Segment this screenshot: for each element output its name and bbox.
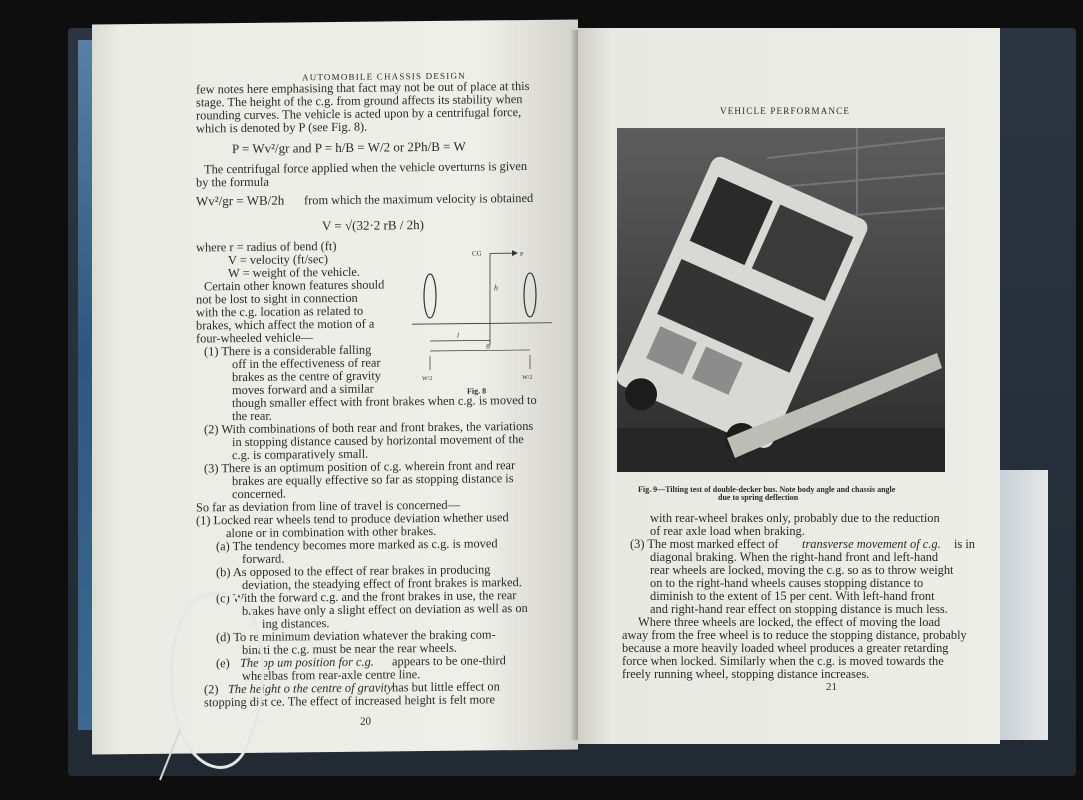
text-line: not be lost to sight in connection xyxy=(196,290,358,307)
text-line: away from the free wheel is to reduce the stopping distance, probably xyxy=(622,628,967,642)
text-line: which is denoted by P (see Fig. 8). xyxy=(196,119,368,136)
text-line: because a more heavily loaded wheel produces a greater retarding xyxy=(622,641,949,655)
text-line: brakes as the centre of gravity xyxy=(232,368,381,385)
formula-force-balance: Wv²/gr = WB/2h xyxy=(196,192,285,209)
fig8-p-label: P xyxy=(520,252,524,259)
text-line: where r = radius of bend (ft) xyxy=(196,238,337,255)
fig8-cg-label: CG xyxy=(472,249,482,258)
text-line: (3) There is an optimum position of c.g. wherein front and rear xyxy=(204,458,516,476)
fig8-caption: Fig. 8 xyxy=(467,386,487,396)
text-line: off in the effectiveness of rear xyxy=(232,355,381,372)
text-line: with the c.g. location as related to xyxy=(196,303,364,320)
fig8-h-label: h xyxy=(494,283,498,293)
formula-max-velocity: V = √(32·2 rB / 2h) xyxy=(322,217,424,234)
text-line: on to the right-hand wheels causes stopping distance to xyxy=(650,576,924,590)
text-line: diminish to the extent of 15 per cent. With left-hand front xyxy=(650,589,935,603)
fig8-w2-right-label: W/2 xyxy=(522,374,533,382)
text-line: brakes, which affect the motion of a xyxy=(196,316,375,333)
text-line: forward. xyxy=(242,551,285,566)
formula-overturn: P = Wv²/gr and P = h/B = W/2 or 2Ph/B = W xyxy=(232,138,466,157)
text-line: in stopping distance caused by horizontal movement of the xyxy=(232,432,524,450)
text-line: is in xyxy=(954,537,975,551)
left-page-number: 20 xyxy=(360,715,371,728)
text-line: (3) The most marked effect of xyxy=(630,537,779,551)
text-line: (e) xyxy=(216,656,230,671)
text-line: stage. The height of the c.g. from ground affects its stability when xyxy=(196,92,523,110)
text-line: concerned. xyxy=(232,486,287,502)
right-page-number: 21 xyxy=(826,681,837,693)
fig8-l-label: l xyxy=(457,331,459,340)
wire-bookmark xyxy=(150,580,310,790)
text-line: has but little effect on xyxy=(392,679,500,695)
left-running-head: AUTOMOBILE CHASSIS DESIGN xyxy=(302,70,466,83)
text-line: diagonal braking. When the right-hand front and left-hand xyxy=(650,550,939,564)
text-line: The centrifugal force applied when the vehicle overturns is given xyxy=(204,158,528,177)
text-line: W = weight of the vehicle. xyxy=(228,264,361,281)
fig8-b-label: B xyxy=(486,344,491,351)
text-line: V = velocity (ft/sec) xyxy=(228,252,329,268)
text-line: (d) To re minimum deviation whatever the braking com- xyxy=(216,627,496,645)
fig9-bus-photo xyxy=(617,128,945,472)
text-line: (1) Locked rear wheels tend to produce deviation whether used xyxy=(196,510,509,528)
text-line: by the formula xyxy=(196,174,269,190)
text-line: force when locked. Similarly when the c.g. is moved towards the xyxy=(622,654,944,668)
text-line: binati the c.g. must be near the rear wheels. xyxy=(242,640,458,657)
text-line: with rear-wheel brakes only, probably due to the reduction xyxy=(650,511,940,525)
text-line-italic: transverse movement of c.g. xyxy=(802,537,941,551)
jacket-flap xyxy=(1000,470,1048,740)
text-line: deviation, the steadying effect of front brakes is marked. xyxy=(242,575,522,592)
text-line: So far as deviation from line of travel is concerned— xyxy=(196,497,460,515)
text-line: (b) As opposed to the effect of rear brakes in producing xyxy=(216,562,491,580)
fig8-diagram xyxy=(402,245,562,387)
text-line: c.g. is comparatively small. xyxy=(232,446,369,463)
text-line: the rear. xyxy=(232,408,272,424)
fig9-caption-line1: Fig. 9—Tilting test of double-decker bus. Note body angle and chassis angle xyxy=(638,485,896,494)
text-line: though smaller effect with front brakes when c.g. is moved to xyxy=(232,392,537,411)
right-running-head: VEHICLE PERFORMANCE xyxy=(720,106,851,116)
text-line: Certain other known features should xyxy=(204,277,385,294)
text-line: ing distances. xyxy=(262,616,330,631)
fig8-w2-left-label: W/2 xyxy=(422,375,433,383)
text-line: few notes here emphasising that fact may not be out of place at this xyxy=(196,78,530,97)
fig9-caption-line2: due to spring deflection xyxy=(718,493,799,502)
text-line: moves forward and a similar xyxy=(232,381,374,398)
text-line: appears to be one-third xyxy=(392,653,506,669)
text-line: (2) With combinations of both rear and front brakes, the variations xyxy=(204,418,534,437)
text-line: rear wheels are locked, moving the c.g. so as to throw weight xyxy=(650,563,954,577)
text-line: (2) xyxy=(204,682,219,697)
text-line: (c) With the forward c.g. and the front brakes in use, the rear xyxy=(216,588,517,606)
text-line: alone or in combination with other brakes. xyxy=(226,523,437,541)
text-line: wheelbas from rear-axle centre line. xyxy=(242,667,421,683)
text-line-italic: The op um position for c.g. xyxy=(240,654,374,670)
text-line: rounding curves. The vehicle is acted upon by a centrifugal force, xyxy=(196,105,522,123)
text-line-italic: The height o the centre of gravity xyxy=(228,680,393,697)
text-line: stopping dist ce. The effect of increased height is felt more xyxy=(204,692,495,710)
text-line: brakes have only a slight effect on deviation as well as on xyxy=(242,600,528,618)
text-line: brakes are equally effective so far as stopping distance is xyxy=(232,471,514,489)
text-line: and right-hand rear effect on stopping distance is much less. xyxy=(650,602,948,616)
text-line: (1) There is a considerable falling xyxy=(204,342,372,359)
text-line: of rear axle load when braking. xyxy=(650,524,805,538)
text-line: (a) The tendency becomes more marked as c.g. is moved xyxy=(216,536,498,554)
text-line: four-wheeled vehicle— xyxy=(196,330,314,346)
text-line: from which the maximum velocity is obtained xyxy=(304,190,534,208)
text-line: freely running wheel, stopping distance increases. xyxy=(622,667,870,681)
text-line: Where three wheels are locked, the effect of moving the load xyxy=(638,615,941,629)
